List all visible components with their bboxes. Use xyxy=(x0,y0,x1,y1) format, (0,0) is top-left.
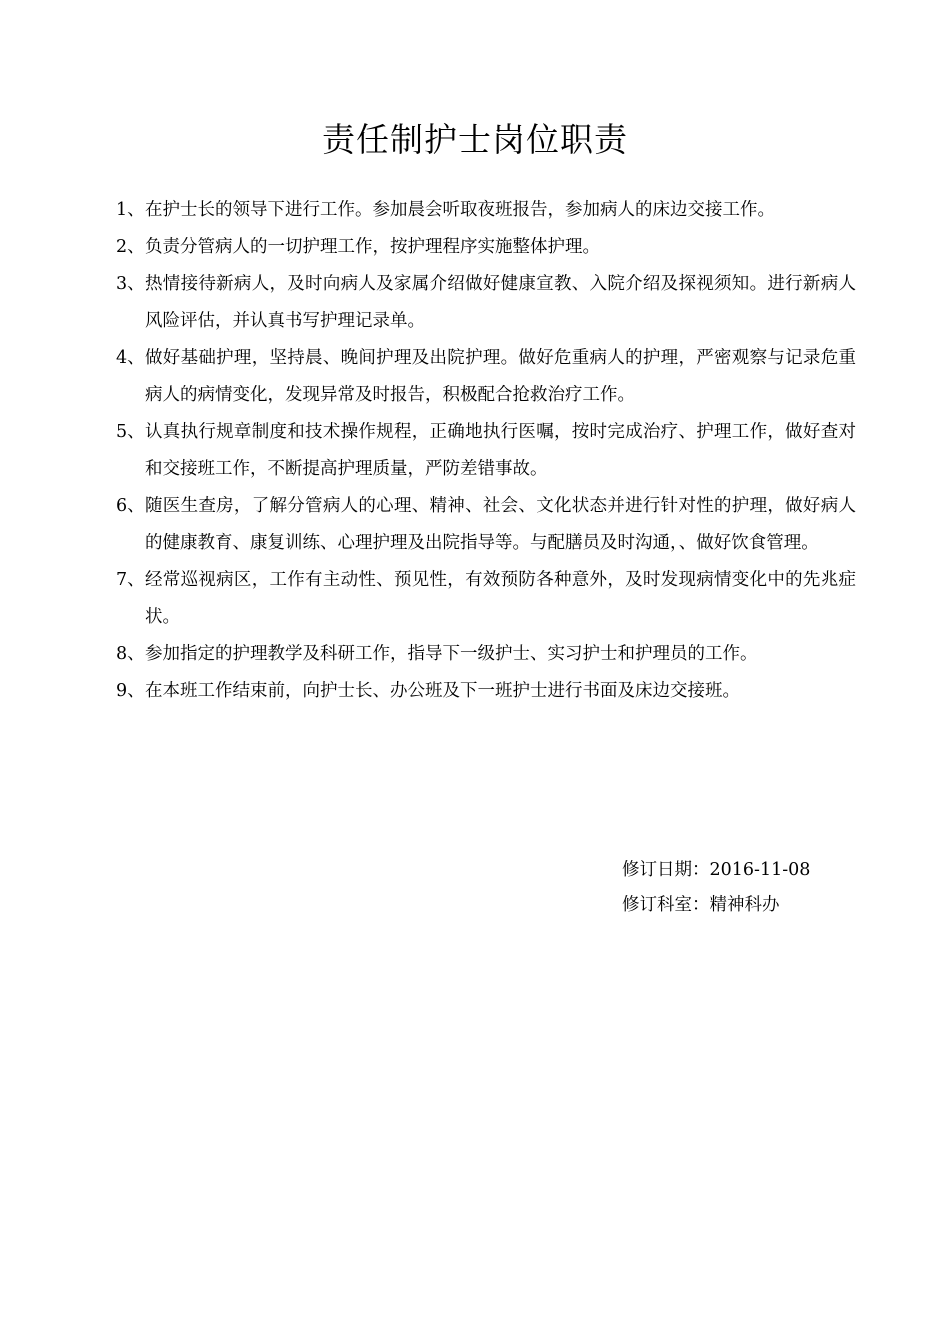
duty-item-7 xyxy=(116,562,856,636)
revision-info xyxy=(622,853,810,923)
duty-item-4 xyxy=(116,340,856,414)
duty-item-2 xyxy=(116,229,856,266)
duty-text: 认真执行规章制度和技术操作规程，正确地执行医嘱，按时完成治疗、护理工作，做好查对和交接班工作，不断提高护理质量，严防差错事故。 xyxy=(145,422,856,479)
duty-text: 热情接待新病人，及时向病人及家属介绍做好健康宣教、入院介绍及探视须知。进行新病人风险评估，并认真书写护理记录单。 xyxy=(145,274,856,331)
duty-text: 做好基础护理，坚持晨、晚间护理及出院护理。做好危重病人的护理，严密观察与记录危重病人的病情变化，发现异常及时报告，积极配合抢救治疗工作。 xyxy=(145,348,856,405)
duty-text: 随医生查房，了解分管病人的心理、精神、社会、文化状态并进行针对性的护理，做好病人的健康教育、康复训练、心理护理及出院指导等。与配膳员及时沟通，、做好饮食管理。 xyxy=(145,496,856,553)
duty-item-5 xyxy=(116,414,856,488)
duty-number: 1、 xyxy=(116,200,145,220)
revision-date: 修订日期：2016-11-08 xyxy=(622,860,811,880)
duties-list xyxy=(116,192,856,710)
duty-text: 负责分管病人的一切护理工作，按护理程序实施整体护理。 xyxy=(145,237,600,257)
duty-item-9 xyxy=(116,673,856,710)
duty-text: 在护士长的领导下进行工作。参加晨会听取夜班报告，参加病人的床边交接工作。 xyxy=(145,200,775,220)
duty-number: 7、 xyxy=(116,570,145,590)
duty-number: 9、 xyxy=(116,681,145,701)
duty-number: 4、 xyxy=(116,348,145,368)
duty-text: 参加指定的护理教学及科研工作，指导下一级护士、实习护士和护理员的工作。 xyxy=(145,644,758,664)
duty-item-1 xyxy=(116,192,856,229)
duty-number: 3、 xyxy=(116,274,145,294)
duty-text: 在本班工作结束前，向护士长、办公班及下一班护士进行书面及床边交接班。 xyxy=(145,681,740,701)
duty-number: 5、 xyxy=(116,422,145,442)
duty-text: 经常巡视病区，工作有主动性、预见性，有效预防各种意外，及时发现病情变化中的先兆症状。 xyxy=(145,570,856,627)
duty-number: 8、 xyxy=(116,644,145,664)
revision-department: 修订科室：精神科办 xyxy=(622,895,780,915)
duty-item-8 xyxy=(116,636,856,673)
document-title: 责任制护士岗位职责 xyxy=(322,120,628,160)
duty-number: 6、 xyxy=(116,496,145,516)
duty-item-3 xyxy=(116,266,856,340)
duty-number: 2、 xyxy=(116,237,145,257)
duty-item-6 xyxy=(116,488,856,562)
